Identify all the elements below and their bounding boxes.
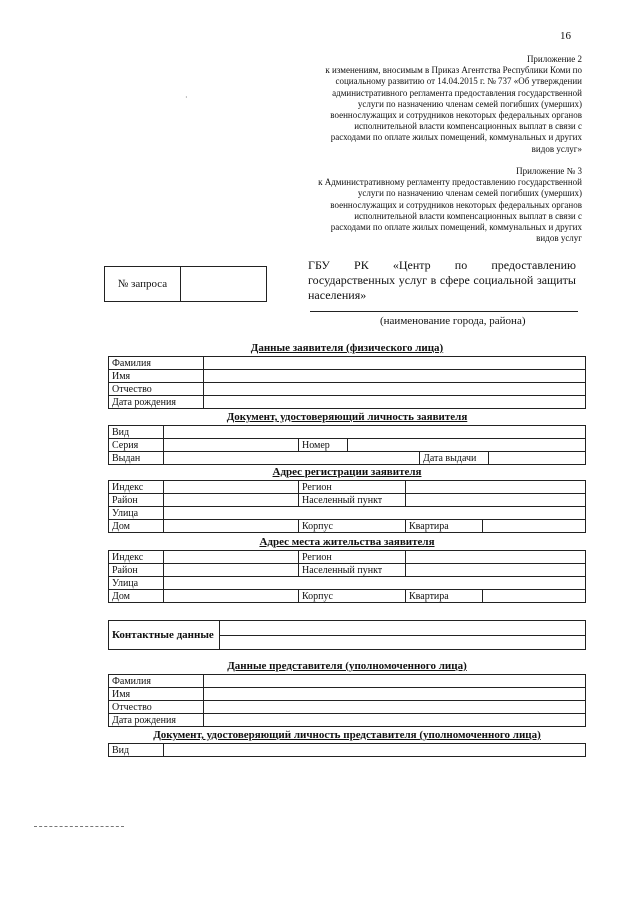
registration-address-table [108, 480, 586, 533]
appendix-3-line: видов услуг [536, 233, 582, 244]
field-label: Вид [109, 426, 164, 439]
appendix-2-line: административного регламента предоставления государственной [332, 87, 582, 98]
field-label: Квартира [406, 520, 483, 533]
reg-district-input[interactable] [164, 494, 299, 507]
residence-address-table [108, 550, 586, 603]
appendix-2-line: к изменениям, вносимым в Приказ Агентства Республики Коми по [325, 65, 582, 76]
applicant-table [108, 356, 586, 409]
field-label: Индекс [109, 481, 164, 494]
res-region-input[interactable] [406, 551, 586, 564]
table-row [109, 520, 586, 533]
table-row [109, 494, 586, 507]
scan-artifact-line [34, 826, 124, 827]
scan-mark: · [185, 93, 188, 102]
section-representative: Данные представителя (уполномоченного лица) [227, 660, 467, 672]
rep-surname-input[interactable] [204, 675, 586, 688]
res-settlement-input[interactable] [406, 564, 586, 577]
table-row [109, 744, 586, 757]
appendix-3-line: военнослужащих и сотрудников некоторых федеральных органов [330, 199, 582, 210]
appendix-3-line: услуги по назначению членам семей погибших (умерших) [357, 188, 582, 199]
representative-document-table [108, 743, 586, 757]
field-label: Фамилия [109, 357, 204, 370]
table-row [109, 426, 586, 439]
request-number-field[interactable] [181, 267, 266, 301]
appendix-3-line: расходами по оплате жилых помещений, коммунальных и других [330, 222, 582, 233]
field-label: Фамилия [109, 675, 204, 688]
field-label: Квартира [406, 590, 483, 603]
representative-table [108, 674, 586, 727]
contacts-input-1[interactable] [220, 621, 586, 636]
res-street-input[interactable] [164, 577, 586, 590]
table-row [109, 357, 586, 370]
table-row [109, 396, 586, 409]
section-representative-document: Документ, удостоверяющий личность представителя (уполномоченного лица) [153, 729, 541, 741]
doc-issue-date-input[interactable] [489, 452, 586, 465]
table-row [109, 481, 586, 494]
appendix-3-header [262, 166, 582, 244]
field-label: Район [109, 494, 164, 507]
contacts-input-2[interactable] [220, 635, 586, 650]
table-row [109, 590, 586, 603]
appendix-3-line: исполнительной власти компенсационных выплат в связи с [354, 210, 582, 221]
reg-house-input[interactable] [164, 520, 299, 533]
page-number: 16 [560, 30, 571, 42]
table-row [109, 564, 586, 577]
field-label: Отчество [109, 383, 204, 396]
table-row [109, 688, 586, 701]
request-number-box [104, 266, 267, 302]
appendix-3-line: к Административному регламенту предоставлению государственной [318, 177, 582, 188]
doc-series-input[interactable] [164, 439, 299, 452]
city-district-caption: (наименование города, района) [380, 315, 526, 327]
rep-doc-kind-input[interactable] [164, 744, 586, 757]
field-label: Район [109, 564, 164, 577]
section-registration-address: Адрес регистрации заявителя [272, 466, 422, 478]
doc-issued-input[interactable] [164, 452, 420, 465]
table-row [109, 621, 586, 636]
appendix-2-line: исполнительной власти компенсационных выплат в связи с [354, 121, 582, 132]
table-row [109, 507, 586, 520]
table-row [109, 714, 586, 727]
reg-settlement-input[interactable] [406, 494, 586, 507]
field-label: Индекс [109, 551, 164, 564]
appendix-2-line: расходами по оплате жилых помещений, коммунальных и других [330, 132, 582, 143]
id-document-table [108, 425, 586, 465]
request-number-label: № запроса [105, 267, 181, 301]
section-applicant: Данные заявителя (физического лица) [250, 342, 444, 354]
appendix-2-header [262, 54, 582, 155]
res-house-input[interactable] [164, 590, 299, 603]
field-label: Населенный пункт [299, 494, 406, 507]
birthdate-input[interactable] [204, 396, 586, 409]
field-label: Дом [109, 590, 164, 603]
table-row [109, 675, 586, 688]
reg-apartment-input[interactable] [483, 520, 586, 533]
table-row [109, 439, 586, 452]
organization-name: ГБУ РК «Центр по предоставлению государственных услуг в сфере социальной защиты населения» [308, 258, 576, 302]
reg-street-input[interactable] [164, 507, 586, 520]
table-row [109, 383, 586, 396]
field-label: Населенный пункт [299, 564, 406, 577]
field-label: Имя [109, 370, 204, 383]
field-label: Корпус [299, 520, 406, 533]
table-row [109, 452, 586, 465]
table-row [109, 370, 586, 383]
appendix-2-line: военнослужащих и сотрудников некоторых федеральных органов [330, 110, 582, 121]
field-label: Номер [299, 439, 348, 452]
rep-name-input[interactable] [204, 688, 586, 701]
table-row [109, 551, 586, 564]
reg-region-input[interactable] [406, 481, 586, 494]
field-label: Регион [299, 551, 406, 564]
name-input[interactable] [204, 370, 586, 383]
field-label: Отчество [109, 701, 204, 714]
field-label: Дата рождения [109, 396, 204, 409]
doc-kind-input[interactable] [164, 426, 586, 439]
field-label: Вид [109, 744, 164, 757]
appendix-2-title: Приложение 2 [526, 54, 582, 64]
res-index-input[interactable] [164, 551, 299, 564]
city-district-field[interactable] [310, 311, 578, 312]
contacts-label: Контактные данные [109, 621, 220, 650]
field-label: Регион [299, 481, 406, 494]
table-row [109, 577, 586, 590]
rep-birthdate-input[interactable] [204, 714, 586, 727]
appendix-2-line: видов услуг» [531, 143, 582, 154]
reg-index-input[interactable] [164, 481, 299, 494]
section-residence-address: Адрес места жительства заявителя [259, 536, 435, 548]
doc-number-input[interactable] [348, 439, 586, 452]
field-label: Выдан [109, 452, 164, 465]
rep-patronymic-input[interactable] [204, 701, 586, 714]
field-label: Серия [109, 439, 164, 452]
field-label: Дата рождения [109, 714, 204, 727]
patronymic-input[interactable] [204, 383, 586, 396]
appendix-2-line: услуги по назначению членам семей погибших (умерших) [357, 98, 582, 109]
field-label: Дата выдачи [420, 452, 489, 465]
table-row [109, 701, 586, 714]
res-district-input[interactable] [164, 564, 299, 577]
appendix-2-line: социальному развитию от 14.04.2015 г. № 737 «Об утверждении [335, 76, 582, 87]
res-apartment-input[interactable] [483, 590, 586, 603]
surname-input[interactable] [204, 357, 586, 370]
field-label: Улица [109, 507, 164, 520]
section-id-document: Документ, удостоверяющий личность заявителя [226, 411, 468, 423]
field-label: Имя [109, 688, 204, 701]
field-label: Улица [109, 577, 164, 590]
contacts-table [108, 620, 586, 650]
field-label: Дом [109, 520, 164, 533]
appendix-3-title: Приложение № 3 [516, 166, 582, 176]
field-label: Корпус [299, 590, 406, 603]
